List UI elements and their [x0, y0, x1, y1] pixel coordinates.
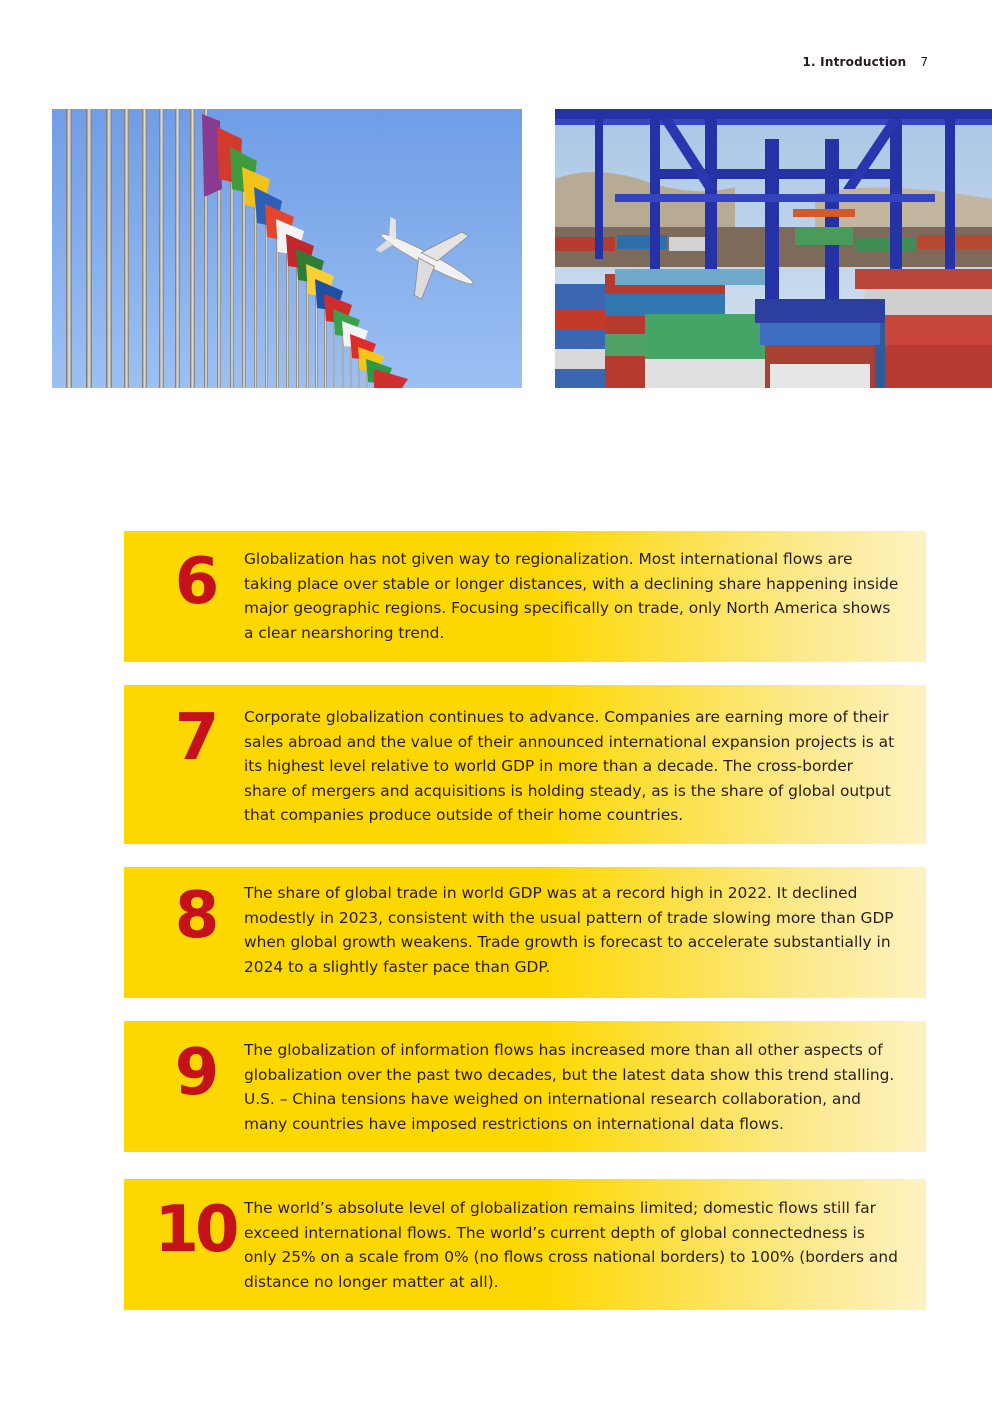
finding-card-7	[124, 685, 926, 844]
port-photo-illustration	[555, 109, 992, 388]
finding-card-8	[124, 867, 926, 998]
finding-card-10	[124, 1179, 926, 1310]
finding-text: Globalization has not given way to regionalization. Most international flows are taking place over stable or longer distances, with a declining share happening inside major geographic regions. Focusing specifically on trade, only North America shows a clear nearshoring trend.	[244, 550, 899, 642]
finding-number: 10	[154, 1193, 236, 1267]
finding-text: The share of global trade in world GDP was at a record high in 2022. It declined modestly in 2023, consistent with the usual pattern of trade slowing more than GDP when global growth weakens. Trade growth is forecast to accelerate substantially in 2024 to a slightly faster pace than GDP.	[244, 884, 894, 976]
container-port-cranes-photo	[555, 109, 992, 388]
finding-card-6	[124, 531, 926, 662]
finding-number: 8	[174, 879, 216, 953]
finding-number: 7	[174, 701, 216, 775]
finding-text: Corporate globalization continues to advance. Companies are earning more of their sales abroad and the value of their announced international expansion projects is at its highest level relative to world GDP in more than a decade. The cross-border share of mergers and acquisitions is holding steady, as is the share of global output that companies produce outside of their home countries.	[244, 708, 895, 824]
finding-text: The world’s absolute level of globalization remains limited; domestic flows still far exceed international flows. The world’s current depth of global connectedness is only 25% on a scale from 0% (no flows cross national borders) to 100% (borders and distance no longer matter at all).	[244, 1199, 898, 1291]
flags-and-airplane-photo	[52, 109, 522, 388]
section-title: 1. Introduction	[802, 55, 907, 69]
page-number: 7	[920, 55, 928, 69]
finding-text: The globalization of information flows has increased more than all other aspects of globalization over the past two decades, but the latest data show this trend stalling. U.S. – China tensions have weighed on international research collaboration, and many countries have imposed restrictions on international data flows.	[244, 1041, 895, 1133]
page-header	[802, 55, 928, 69]
finding-card-9	[124, 1021, 926, 1152]
finding-number: 9	[174, 1036, 216, 1110]
finding-number: 6	[174, 545, 216, 619]
flags-photo-illustration	[52, 109, 522, 388]
